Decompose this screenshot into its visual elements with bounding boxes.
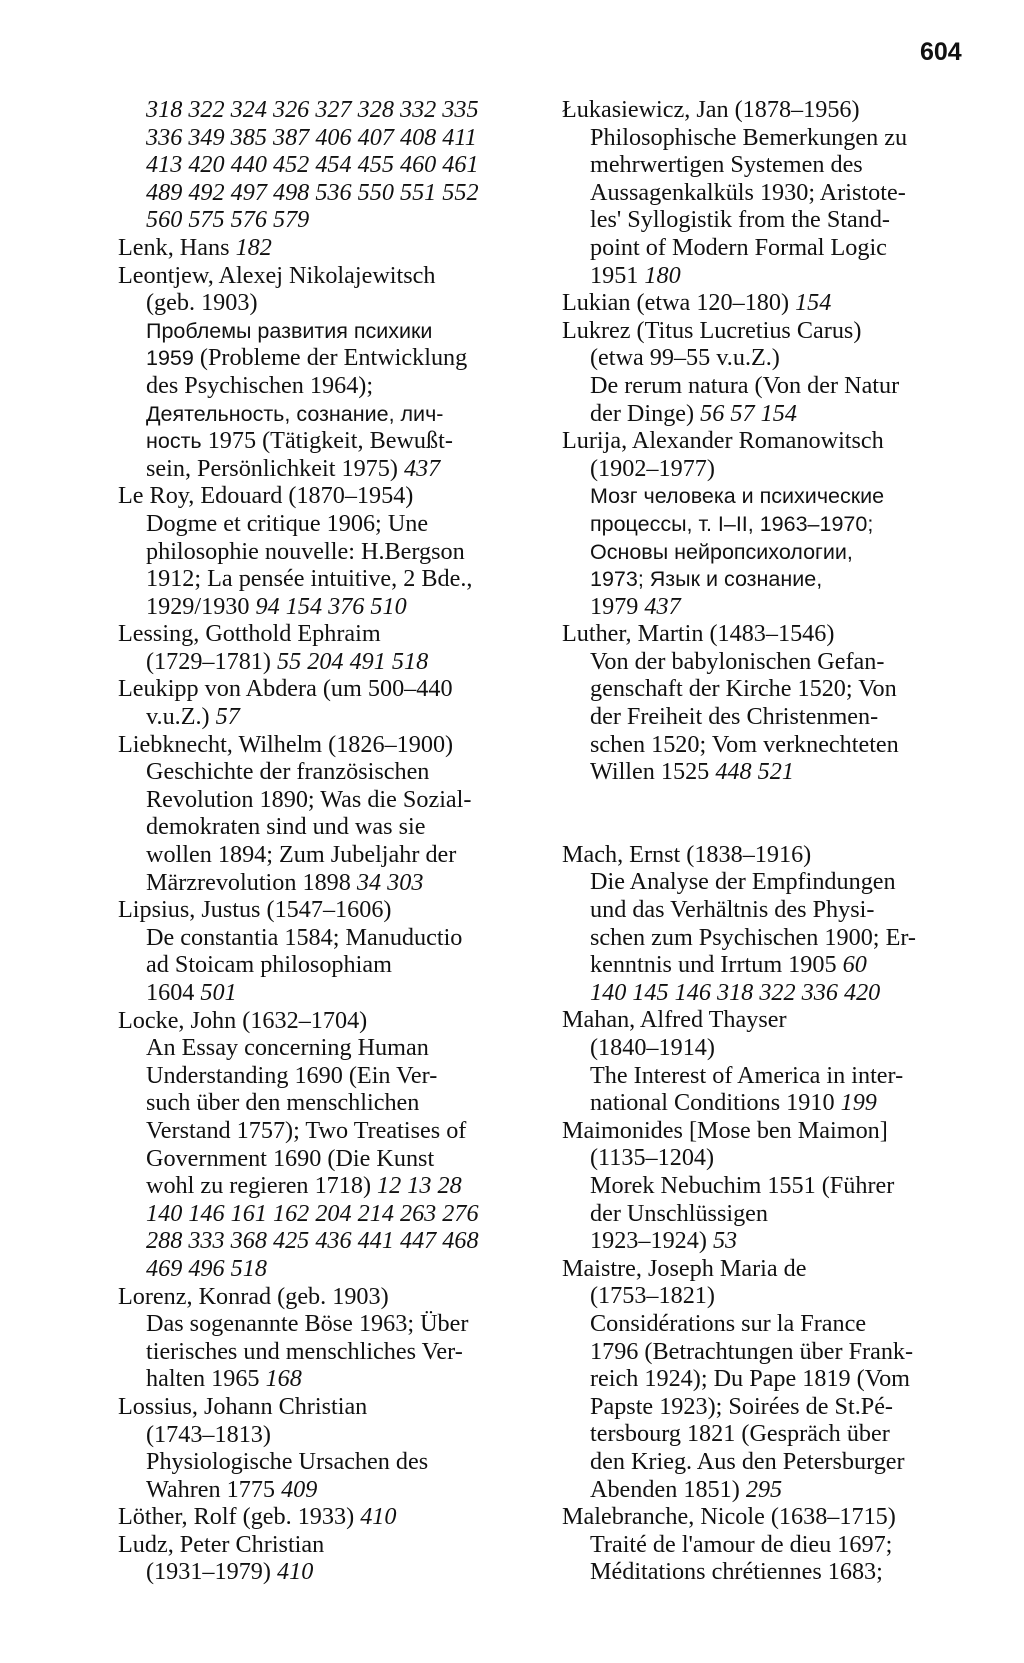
entry-text: Lipsius, Justus (1547–1606) [118, 896, 392, 924]
index-entry-continuation [118, 786, 538, 814]
entry-text: les' Syllogistik from the Stand- [590, 206, 890, 234]
entry-text: Revolution 1890; Was die Sozial- [146, 785, 472, 813]
page-references: 336 349 385 387 406 407 408 411 [146, 123, 477, 151]
entry-text: schen zum Psychischen 1900; Er- [590, 923, 916, 951]
entry-text: Le Roy, Edouard (1870–1954) [118, 482, 414, 510]
page-references: 489 492 497 498 536 550 551 552 [146, 178, 479, 206]
index-entry-continuation [118, 869, 538, 897]
entry-text: halten 1965 [146, 1365, 266, 1393]
entry-text: Leukipp von Abdera (um 500–440 [118, 675, 453, 703]
entry-text: Physiologische Ursachen des [146, 1448, 429, 1476]
index-entry-continuation [118, 427, 538, 455]
entry-text: 1975 (Tätigkeit, Bewußt- [201, 427, 453, 455]
entry-text: wollen 1894; Zum Jubeljahr der [146, 841, 457, 869]
entry-text: Aussagenkalküls 1930; Aristote- [590, 178, 906, 206]
index-entry-continuation [118, 1338, 538, 1366]
page-number: 604 [920, 38, 962, 66]
index-entry-continuation [118, 1448, 538, 1476]
index-entry-continuation [562, 206, 1002, 234]
entry-text: Lukrez (Titus Lucretius Carus) [562, 316, 862, 344]
entry-text: ad Stoicam philosophiam [146, 951, 392, 979]
index-column-right [562, 96, 1002, 1586]
index-entry-continuation [562, 1144, 1002, 1172]
entry-text: schen 1520; Vom verknechteten [590, 730, 899, 758]
entry-text: Ludz, Peter Christian [118, 1530, 325, 1558]
entry-text: Locke, John (1632–1704) [118, 1006, 368, 1034]
entry-text: Malebranche, Nicole (1638–1715) [562, 1503, 896, 1531]
index-entry-continuation [562, 758, 1002, 786]
page-references: 448 521 [715, 758, 794, 786]
entry-text: Märzrevolution 1898 [146, 868, 357, 896]
index-entry-heading [118, 1531, 538, 1559]
page-references: 168 [265, 1365, 302, 1393]
index-entry-heading [118, 1283, 538, 1311]
page-references: 182 [235, 233, 272, 261]
index-entry-continuation [118, 1476, 538, 1504]
entry-text: wohl zu regieren 1718) [146, 1172, 378, 1200]
index-entry-continuation [118, 510, 538, 538]
entry-text: De rerum natura (Von der Natur [590, 371, 900, 399]
entry-text: (etwa 99–55 v.u.Z.) [590, 344, 780, 372]
page-references: 60 [842, 951, 867, 979]
index-entry-heading [562, 1255, 1002, 1283]
page-references: 53 [712, 1227, 738, 1255]
page-references: 34 303 [356, 868, 424, 896]
index-entry-continuation [118, 703, 538, 731]
cyrillic-title: Проблемы развития психики [146, 318, 433, 343]
entry-text: (Probleme der Entwicklung [193, 344, 468, 372]
index-entry-continuation [562, 1558, 1002, 1586]
index-entry-continuation [118, 289, 538, 317]
page-references: 180 [644, 261, 681, 289]
index-entry-heading [118, 620, 538, 648]
index-entry-heading [118, 896, 538, 924]
entry-text: (1743–1813) [146, 1420, 271, 1448]
index-entry-continuation [118, 1145, 538, 1173]
entry-text: Morek Nebuchim 1551 (Führer [590, 1171, 895, 1199]
entry-text: Lessing, Gotthold Ephraim [118, 620, 381, 648]
entry-text: Geschichte der französischen [146, 758, 430, 786]
index-entry-heading [118, 234, 538, 262]
entry-text: Philosophische Bemerkungen zu [590, 123, 908, 151]
entry-text: mehrwertigen Systemen des [590, 151, 863, 179]
entry-text: der Dinge) [590, 399, 701, 427]
entry-text: und das Verhältnis des Physi- [590, 896, 875, 924]
page-references: 409 [281, 1475, 318, 1503]
index-entry-continuation [562, 1448, 1002, 1476]
cyrillic-title: Основы нейропсихологии, [590, 539, 853, 564]
index-entry-heading [562, 1503, 1002, 1531]
index-entry-continuation [562, 868, 1002, 896]
page-references: 437 [403, 454, 441, 482]
index-entry-continuation [562, 1365, 1002, 1393]
page-references: 560 575 576 579 [146, 206, 310, 234]
entry-text: Lurija, Alexander Romanowitsch [562, 427, 884, 455]
index-entry-continuation [562, 400, 1002, 428]
entry-text: Traité de l'amour de dieu 1697; [590, 1530, 893, 1558]
index-entry-continuation [118, 455, 538, 483]
index-entry-continuation [118, 400, 538, 428]
index-entry-continuation [118, 593, 538, 621]
entry-text: der Unschlüssigen [590, 1199, 769, 1227]
index-entry-heading [562, 289, 1002, 317]
index-entry-continuation [562, 593, 1002, 621]
entry-text: 1604 [146, 979, 201, 1006]
entry-text: Lenk, Hans [118, 233, 236, 261]
index-entry-continuation [118, 951, 538, 979]
entry-text: Lossius, Johann Christian [118, 1392, 368, 1420]
entry-text: Government 1690 (Die Kunst [146, 1144, 435, 1172]
cyrillic-title: ность [146, 429, 202, 454]
index-entry-continuation [118, 758, 538, 786]
index-entry-continuation [562, 262, 1002, 290]
page-references: 469 496 518 [146, 1254, 267, 1282]
index-entry-continuation [118, 206, 538, 234]
index-entry-continuation [118, 1255, 538, 1283]
page-references: 55 204 491 518 [277, 647, 429, 675]
page-references: 437 [644, 592, 681, 620]
index-entry-heading [118, 731, 538, 759]
entry-text: genschaft der Kirche 1520; Von [590, 675, 897, 703]
page-references: 12 13 28 [377, 1172, 462, 1200]
page-references: 288 333 368 425 436 441 447 468 [146, 1227, 479, 1255]
index-entry-continuation [118, 344, 538, 372]
index-entry-continuation [118, 317, 538, 345]
page-references: 199 [840, 1089, 877, 1117]
entry-text: 1923–1924) [590, 1227, 713, 1255]
index-entry-heading [118, 1503, 538, 1531]
entry-text: den Krieg. Aus den Petersburger [590, 1447, 905, 1475]
entry-text: v.u.Z.) [146, 703, 216, 731]
index-entry-continuation [562, 482, 1002, 510]
index-entry-continuation [562, 1393, 1002, 1421]
index-entry-continuation [562, 1310, 1002, 1338]
index-entry-continuation [118, 1117, 538, 1145]
index-entry-continuation [118, 124, 538, 152]
entry-text: Wahren 1775 [146, 1475, 282, 1503]
page-references: 57 [215, 703, 240, 731]
index-entry-continuation [562, 1172, 1002, 1200]
entry-text: Die Analyse der Empfindungen [590, 868, 896, 896]
index-entry-heading [562, 317, 1002, 345]
entry-text: Liebknecht, Wilhelm (1826–1900) [118, 730, 454, 758]
index-entry-continuation [118, 1365, 538, 1393]
index-entry-continuation [118, 179, 538, 207]
entry-text: 1796 (Betrachtungen über Frank- [590, 1337, 914, 1365]
index-entry-continuation [562, 1282, 1002, 1310]
entry-text: (1729–1781) [146, 647, 277, 675]
index-entry-continuation [118, 841, 538, 869]
entry-text: The Interest of America in inter- [590, 1061, 904, 1089]
index-entry-continuation [562, 1531, 1002, 1559]
index-entry-continuation [562, 1476, 1002, 1504]
index-entry-heading [562, 620, 1002, 648]
entry-text: Dogme et critique 1906; Une [146, 509, 429, 537]
index-entry-continuation [118, 538, 538, 566]
index-entry-continuation [118, 151, 538, 179]
entry-text: point of Modern Formal Logic [590, 233, 887, 261]
entry-text: An Essay concerning Human [146, 1034, 429, 1062]
index-entry-continuation [118, 372, 538, 400]
index-entry-continuation [562, 731, 1002, 759]
index-entry-continuation [562, 648, 1002, 676]
entry-text: reich 1924); Du Pape 1819 (Vom [590, 1365, 910, 1393]
index-entry-heading [118, 1393, 538, 1421]
page-references: 413 420 440 452 454 455 460 461 [146, 151, 479, 179]
entry-text: tierisches und menschliches Ver- [146, 1337, 463, 1365]
index-entry-continuation [562, 565, 1002, 593]
entry-text: sein, Persönlichkeit 1975) [146, 454, 404, 482]
entry-text: tersbourg 1821 (Gespräch über [590, 1420, 890, 1448]
cyrillic-title: 1973; Язык и сознание, [590, 567, 823, 592]
index-entry-continuation [118, 1421, 538, 1449]
index-entry-continuation [562, 372, 1002, 400]
entry-text: demokraten sind und was sie [146, 813, 426, 841]
entry-text: 1951 [590, 261, 645, 289]
entry-text: (1135–1204) [590, 1144, 715, 1172]
index-entry-heading [562, 1117, 1002, 1145]
entry-text: Maistre, Joseph Maria de [562, 1254, 807, 1282]
index-entry-continuation [118, 1172, 538, 1200]
entry-text: De constantia 1584; Manuductio [146, 923, 463, 951]
index-entry-heading [118, 482, 538, 510]
page-references: 94 154 376 510 [255, 592, 407, 620]
index-entry-continuation [118, 565, 538, 593]
index-entry-continuation [562, 1062, 1002, 1090]
page-references: 410 [277, 1558, 314, 1586]
index-entry-continuation [562, 979, 1002, 1007]
index-entry-continuation [562, 1227, 1002, 1255]
index-entry-heading [118, 262, 538, 290]
index-entry-continuation [118, 1062, 538, 1090]
entry-text: national Conditions 1910 [590, 1089, 841, 1117]
page-references: 410 [360, 1503, 397, 1531]
page-references: 56 57 154 [700, 399, 797, 427]
cyrillic-title: Деятельность, сознание, лич- [146, 401, 444, 426]
index-entry-continuation [118, 979, 538, 1007]
index-entry-heading [118, 1007, 538, 1035]
index-entry-heading [562, 1006, 1002, 1034]
entry-text: Understanding 1690 (Ein Ver- [146, 1061, 438, 1089]
entry-text: Löther, Rolf (geb. 1933) [118, 1503, 361, 1531]
index-entry-continuation [562, 703, 1002, 731]
index-entry-continuation [562, 1034, 1002, 1062]
page-references: 295 [745, 1475, 783, 1503]
entry-text: des Psychischen 1964); [146, 371, 374, 399]
page-references: 501 [200, 979, 237, 1006]
index-entry-continuation [562, 124, 1002, 152]
index-entry-continuation [118, 813, 538, 841]
entry-text: Lukian (etwa 120–180) [562, 289, 796, 317]
entry-text: 1912; La pensée intuitive, 2 Bde., [146, 565, 473, 593]
entry-text: Von der babylonischen Gefan- [590, 647, 885, 675]
index-entry-continuation [118, 924, 538, 952]
entry-text: Lorenz, Konrad (geb. 1903) [118, 1282, 389, 1310]
index-entry-continuation [118, 1200, 538, 1228]
letter-section-gap [562, 786, 1002, 841]
index-entry-heading [118, 675, 538, 703]
index-entry-continuation [118, 1558, 538, 1586]
index-entry-continuation [562, 896, 1002, 924]
index-entry-heading [562, 427, 1002, 455]
index-entry-continuation [562, 510, 1002, 538]
entry-text: Willen 1525 [590, 758, 716, 786]
index-entry-continuation [562, 1338, 1002, 1366]
index-entry-continuation [562, 234, 1002, 262]
entry-text: Mach, Ernst (1838–1916) [562, 840, 812, 868]
page-references: 140 145 146 318 322 336 420 [590, 978, 881, 1006]
entry-text: kenntnis und Irrtum 1905 [590, 951, 843, 979]
index-entry-continuation [562, 1200, 1002, 1228]
index-entry-continuation [562, 179, 1002, 207]
entry-text: Leontjew, Alexej Nikolajewitsch [118, 261, 436, 289]
index-entry-continuation [118, 1089, 538, 1117]
page-references: 140 146 161 162 204 214 263 276 [146, 1199, 479, 1227]
entry-text: Papste 1923); Soirées de St.Pé- [590, 1392, 893, 1420]
index-entry-continuation [562, 675, 1002, 703]
index-entry-continuation [562, 924, 1002, 952]
entry-text: der Freiheit des Christenmen- [590, 703, 879, 731]
index-entry-continuation [562, 1420, 1002, 1448]
entry-text: Considérations sur la France [590, 1309, 867, 1337]
entry-text: Das sogenannte Böse 1963; Über [146, 1310, 469, 1338]
index-entry-continuation [562, 538, 1002, 566]
index-column-left [118, 96, 538, 1586]
index-entry-continuation [118, 1034, 538, 1062]
entry-text: Łukasiewicz, Jan (1878–1956) [562, 96, 860, 123]
entry-text: Méditations chrétiennes 1683; [590, 1558, 883, 1586]
page-references: 318 322 324 326 327 328 332 335 [146, 96, 479, 123]
entry-text: Luther, Martin (1483–1546) [562, 620, 835, 648]
entry-text: (geb. 1903) [146, 289, 258, 317]
entry-text: Abenden 1851) [590, 1475, 746, 1503]
index-entry-continuation [562, 151, 1002, 179]
entry-text: Mahan, Alfred Thayser [562, 1006, 787, 1034]
index-entry-heading [562, 96, 1002, 124]
entry-text: (1931–1979) [146, 1558, 277, 1586]
cyrillic-title: процессы, т. I–II, 1963–1970; [590, 511, 874, 536]
entry-text: Maimonides [Mose ben Maimon] [562, 1116, 888, 1144]
entry-text: (1840–1914) [590, 1034, 715, 1061]
entry-text: (1753–1821) [590, 1282, 715, 1310]
index-entry-continuation [562, 455, 1002, 483]
index-entry-heading [562, 841, 1002, 869]
index-entry-continuation [118, 96, 538, 124]
entry-text: 1979 [590, 592, 645, 620]
entry-text: such über den menschlichen [146, 1089, 420, 1117]
index-entry-continuation [562, 344, 1002, 372]
entry-text: 1929/1930 [146, 592, 256, 620]
index-entry-continuation [562, 951, 1002, 979]
index-entry-continuation [118, 1227, 538, 1255]
cyrillic-title: 1959 [146, 346, 194, 371]
entry-text: Verstand 1757); Two Treatises of [146, 1116, 467, 1144]
index-entry-continuation [118, 1310, 538, 1338]
cyrillic-title: Мозг человека и психические [590, 484, 885, 509]
entry-text: (1902–1977) [590, 454, 715, 482]
entry-text: philosophie nouvelle: H.Bergson [146, 537, 465, 565]
index-entry-continuation [118, 648, 538, 676]
page-references: 154 [795, 289, 832, 317]
index-entry-continuation [562, 1089, 1002, 1117]
